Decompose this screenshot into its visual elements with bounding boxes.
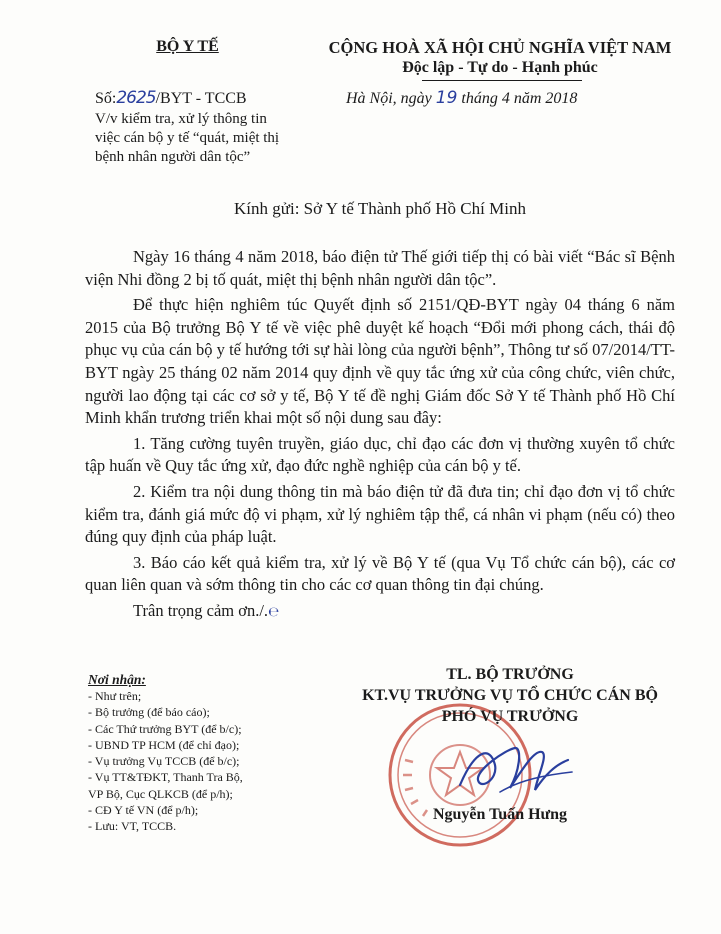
issuing-agency: BỘ Y TẾ bbox=[156, 38, 219, 55]
distribution-item: - Vụ TT&TĐKT, Thanh Tra Bộ, bbox=[88, 770, 243, 785]
motto-underline bbox=[422, 80, 582, 81]
closing-text: Trân trọng cảm ơn./. bbox=[133, 600, 269, 620]
date-day-handwritten: 19 bbox=[435, 88, 458, 108]
distribution-item: - Bộ trưởng (để báo cáo); bbox=[88, 705, 210, 720]
signature-title-1: TL. BỘ TRƯỞNG bbox=[446, 666, 574, 683]
distribution-item: VP Bộ, Cục QLKCB (để p/h); bbox=[88, 786, 233, 801]
distribution-item: - Vụ trưởng Vụ TCCB (để b/c); bbox=[88, 754, 240, 769]
document-number bbox=[95, 88, 247, 108]
signature-title-3: PHÓ VỤ TRƯỞNG bbox=[441, 708, 579, 725]
place-date-prefix: Hà Nội, ngày bbox=[346, 90, 436, 107]
body-item-1: 1. Tăng cường tuyên truyền, giáo dục, chỉ đạo các đơn vị thường xuyên tổ chức tập huấn về Quy tắc ứng xử, đạo đức nghề nghiệp của cán bộ y tế. bbox=[85, 433, 675, 476]
document-body bbox=[85, 246, 675, 628]
body-item-2: 2. Kiểm tra nội dung thông tin mà báo điện tử đã đưa tin; chỉ đạo đơn vị tổ chức kiểm tra, đánh giá mức độ vi phạm, xử lý nghiêm tập thể, cá nhân vi phạm (nếu có) theo đúng quy định của pháp luật. bbox=[85, 481, 675, 547]
distribution-list bbox=[88, 688, 338, 835]
document-subject: V/v kiểm tra, xử lý thông tin việc cán bộ y tế “quát, miệt thị bệnh nhân người dân tộc” bbox=[95, 111, 280, 165]
document-number-prefix: Số: bbox=[95, 90, 117, 107]
national-title: CỘNG HOÀ XÃ HỘI CHỦ NGHĨA VIỆT NAM bbox=[328, 38, 672, 57]
distribution-item: - Như trên; bbox=[88, 689, 142, 703]
document-number-handwritten: 2625 bbox=[116, 88, 156, 108]
body-paragraph-2: Để thực hiện nghiêm túc Quyết định số 2151/QĐ-BYT ngày 04 tháng 6 năm 2015 của Bộ trưởng Bộ Y tế về việc phê duyệt kế hoạch “Đổi mới phong cách, thái độ phục vụ của cán bộ y tế hướng tới sự hài lòng của người bệnh”, Thông tư số 07/2014/TT-BYT ngày 25 tháng 02 năm 2014 quy định về quy tắc ứng xử của công chức, viên chức, người lao động tại các cơ sở y tế, Bộ Y tế đề nghị Giám đốc Sở Y tế Thành phố Hồ Chí Minh khẩn trương triển khai một số nội dung sau đây: bbox=[85, 295, 675, 428]
place-date-suffix: tháng 4 năm 2018 bbox=[457, 90, 578, 107]
place-and-date bbox=[346, 88, 577, 108]
signature-title-2: KT.VỤ TRƯỞNG VỤ TỔ CHỨC CÁN BỘ bbox=[362, 687, 658, 704]
document-number-suffix: /BYT - TCCB bbox=[155, 90, 247, 107]
distribution-item: - CĐ Y tế VN (để p/h); bbox=[88, 803, 199, 818]
closing-line bbox=[85, 600, 675, 625]
distribution-item: - Lưu: VT, TCCB. bbox=[88, 819, 177, 834]
national-motto: Độc lập - Tự do - Hạnh phúc bbox=[402, 59, 598, 76]
signer-name: Nguyễn Tuấn Hưng bbox=[432, 806, 568, 823]
closing-initials-handwritten: ℮ bbox=[268, 604, 280, 620]
handwritten-signature-icon bbox=[450, 730, 580, 805]
recipient-line: Kính gửi: Sở Y tế Thành phố Hồ Chí Minh bbox=[234, 199, 526, 218]
body-paragraph-1: Ngày 16 tháng 4 năm 2018, báo điện tử Thế giới tiếp thị có bài viết “Bác sĩ Bệnh viện Nhi đồng 2 bị tố quát, miệt thị bệnh nhân người dân tộc”. bbox=[85, 247, 675, 289]
distribution-item: - UBND TP HCM (để chỉ đạo); bbox=[88, 737, 240, 752]
distribution-item: - Các Thứ trưởng BYT (để b/c); bbox=[88, 721, 242, 736]
body-item-3: 3. Báo cáo kết quả kiểm tra, xử lý về Bộ Y tế (qua Vụ Tổ chức cán bộ), các cơ quan liên quan và sớm thông tin cho các cơ quan thông tin đại chúng. bbox=[85, 552, 675, 595]
distribution-title: Nơi nhận: bbox=[88, 672, 146, 687]
